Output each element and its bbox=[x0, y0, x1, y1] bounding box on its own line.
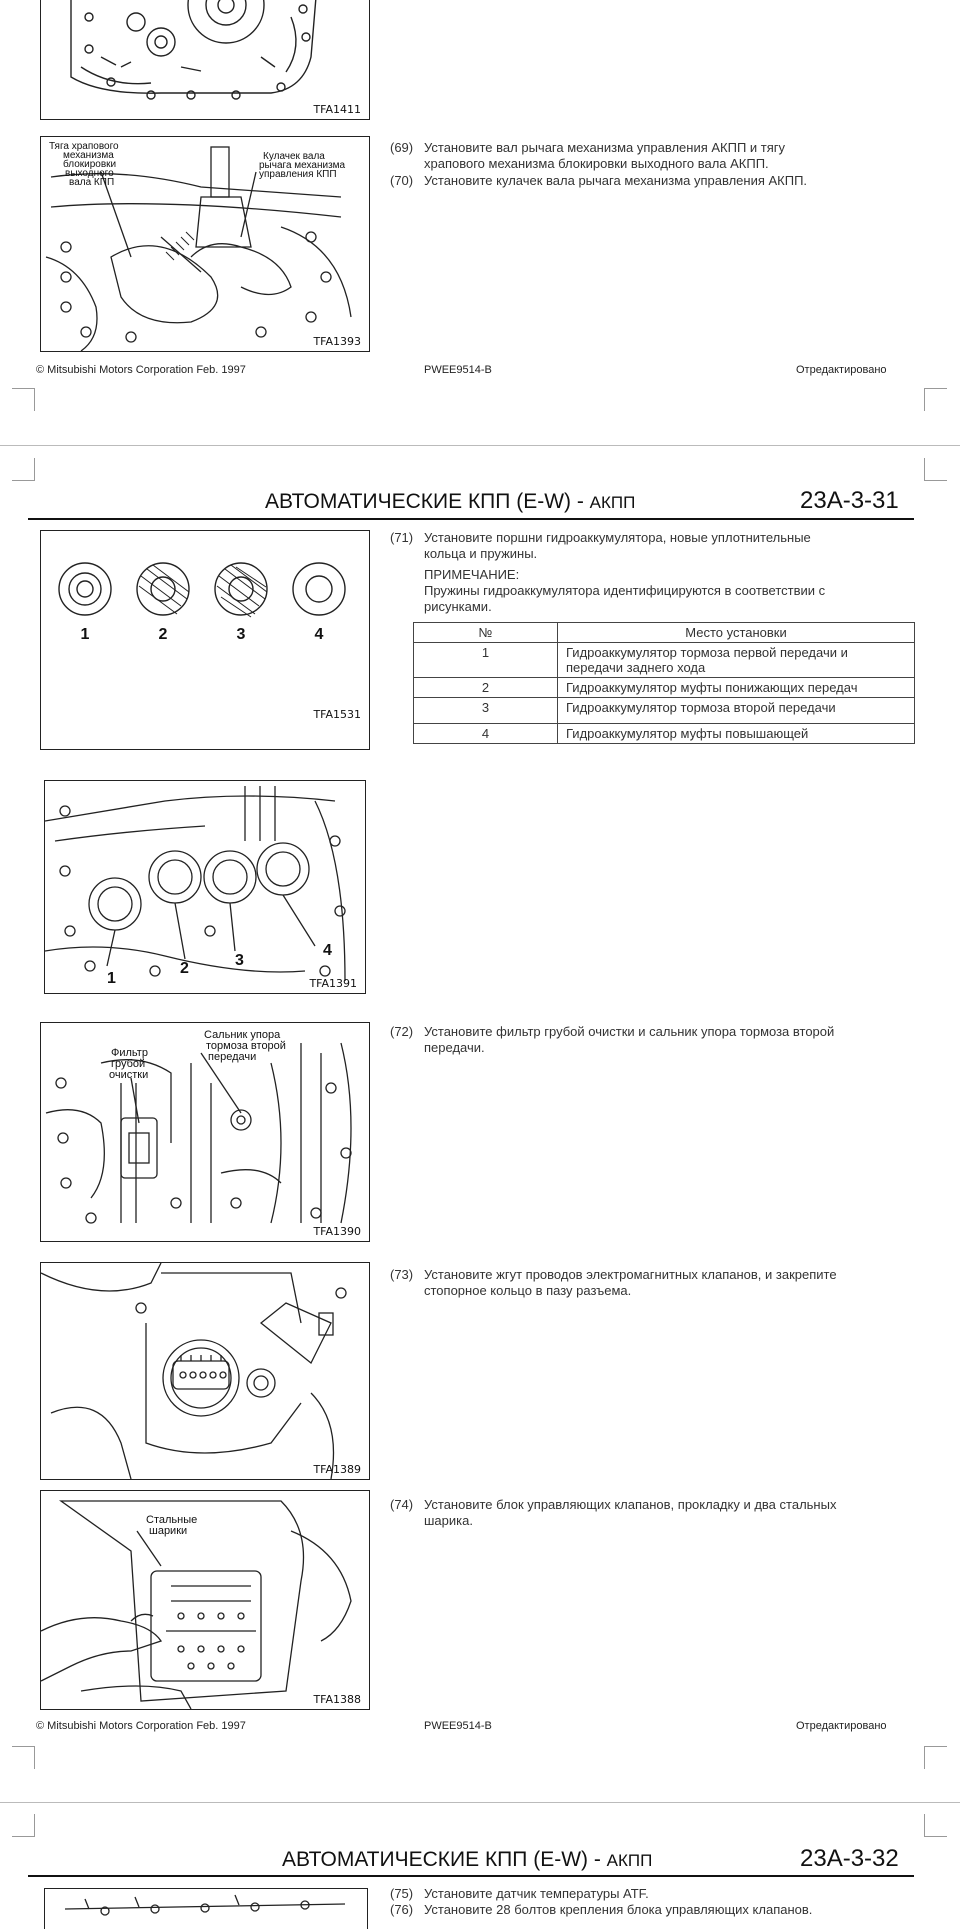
header-rule bbox=[28, 518, 914, 520]
crop-mark bbox=[924, 458, 947, 481]
crop-mark bbox=[12, 1814, 35, 1837]
figure-tfa1388 bbox=[40, 1490, 370, 1710]
figure-label: TFA1388 bbox=[313, 1693, 361, 1706]
accumulator-number-2: 2 bbox=[180, 960, 189, 977]
figure-partial bbox=[44, 1888, 368, 1929]
note-title: ПРИМЕЧАНИЕ: bbox=[424, 567, 520, 582]
accumulator-number-3: 3 bbox=[235, 952, 244, 969]
page-separator bbox=[0, 1802, 960, 1803]
accumulator-number-4: 4 bbox=[323, 942, 332, 959]
column-header: Место установки bbox=[558, 623, 915, 643]
figure-label: TFA1393 bbox=[313, 335, 361, 348]
figure-tfa1531 bbox=[40, 530, 370, 750]
callout-steel-balls: Стальные шарики bbox=[146, 1514, 198, 1537]
figure-tfa1389 bbox=[40, 1262, 370, 1480]
transmission-case-drawing bbox=[41, 0, 369, 119]
page-title: АВТОМАТИЧЕСКИЕ КПП (E-W) - АКПП bbox=[282, 1848, 653, 1871]
figure-label: TFA1391 bbox=[309, 977, 357, 990]
header-rule bbox=[28, 1875, 914, 1877]
table-row: 4 Гидроаккумулятор муфты повышающей bbox=[414, 724, 915, 744]
figure-label: TFA1390 bbox=[313, 1225, 361, 1238]
footer-status: Отредактировано bbox=[796, 364, 887, 376]
figure-tfa1390 bbox=[40, 1022, 370, 1242]
figure-tfa1411 bbox=[40, 0, 370, 120]
valve-body-installation-drawing bbox=[41, 1491, 369, 1709]
crop-mark bbox=[924, 1814, 947, 1837]
table-row: 1 Гидроаккумулятор тормоза первой передачи и передачи заднего хода bbox=[414, 643, 915, 678]
page-code: 23A-3-32 bbox=[800, 1845, 899, 1872]
spring-number-3: 3 bbox=[236, 626, 246, 643]
page-separator bbox=[0, 445, 960, 446]
valve-body-bolts-drawing bbox=[45, 1889, 367, 1929]
solenoid-harness-drawing bbox=[41, 1263, 369, 1479]
callout-cam: Кулачек вала рычага механизма управления КПП bbox=[259, 151, 346, 180]
crop-mark bbox=[12, 1746, 35, 1769]
accumulator-number-1: 1 bbox=[107, 970, 116, 987]
callout-strainer: Фильтр грубой очистки bbox=[109, 1047, 149, 1081]
note: ПРИМЕЧАНИЕ: Пружины гидроаккумулятора идентифицируются в соответствии с рисунками. bbox=[424, 567, 826, 614]
footer-doc-code: PWEE9514-B bbox=[424, 1720, 492, 1732]
crop-mark bbox=[12, 388, 35, 411]
figure-label: TFA1411 bbox=[313, 103, 361, 116]
footer-copyright: © Mitsubishi Motors Corporation Feb. 1997 bbox=[36, 1720, 246, 1732]
crop-mark bbox=[924, 388, 947, 411]
figure-label: TFA1389 bbox=[313, 1463, 361, 1476]
page-code: 23A-3-31 bbox=[800, 487, 899, 514]
figure-tfa1391 bbox=[44, 780, 366, 994]
figure-tfa1393 bbox=[40, 136, 370, 352]
spring-number-4: 4 bbox=[314, 626, 324, 643]
callout-seal: Сальник упора тормоза второй передачи bbox=[204, 1029, 286, 1063]
footer-doc-code: PWEE9514-B bbox=[424, 364, 492, 376]
page-title: АВТОМАТИЧЕСКИЕ КПП (E-W) - АКПП bbox=[265, 490, 636, 513]
strainer-seal-drawing bbox=[41, 1023, 369, 1241]
table-row: 2 Гидроаккумулятор муфты понижающих передач bbox=[414, 678, 915, 698]
shift-lever-cam-drawing bbox=[41, 137, 369, 351]
spring-number-1: 1 bbox=[80, 626, 90, 643]
spring-number-2: 2 bbox=[158, 626, 168, 643]
figure-label: TFA1531 bbox=[313, 708, 361, 721]
column-header: № bbox=[414, 623, 558, 643]
table-row: 3 Гидроаккумулятор тормоза второй передачи bbox=[414, 698, 915, 724]
callout-ratchet-rod: Тяга храпового механизма блокировки выходного вала КПП bbox=[49, 141, 119, 188]
footer-status: Отредактировано bbox=[796, 1720, 887, 1732]
table-header-row bbox=[414, 623, 915, 643]
accumulator-table bbox=[413, 622, 915, 744]
footer-copyright: © Mitsubishi Motors Corporation Feb. 1997 bbox=[36, 364, 246, 376]
crop-mark bbox=[12, 458, 35, 481]
crop-mark bbox=[924, 1746, 947, 1769]
accumulator-location-drawing bbox=[45, 781, 365, 993]
